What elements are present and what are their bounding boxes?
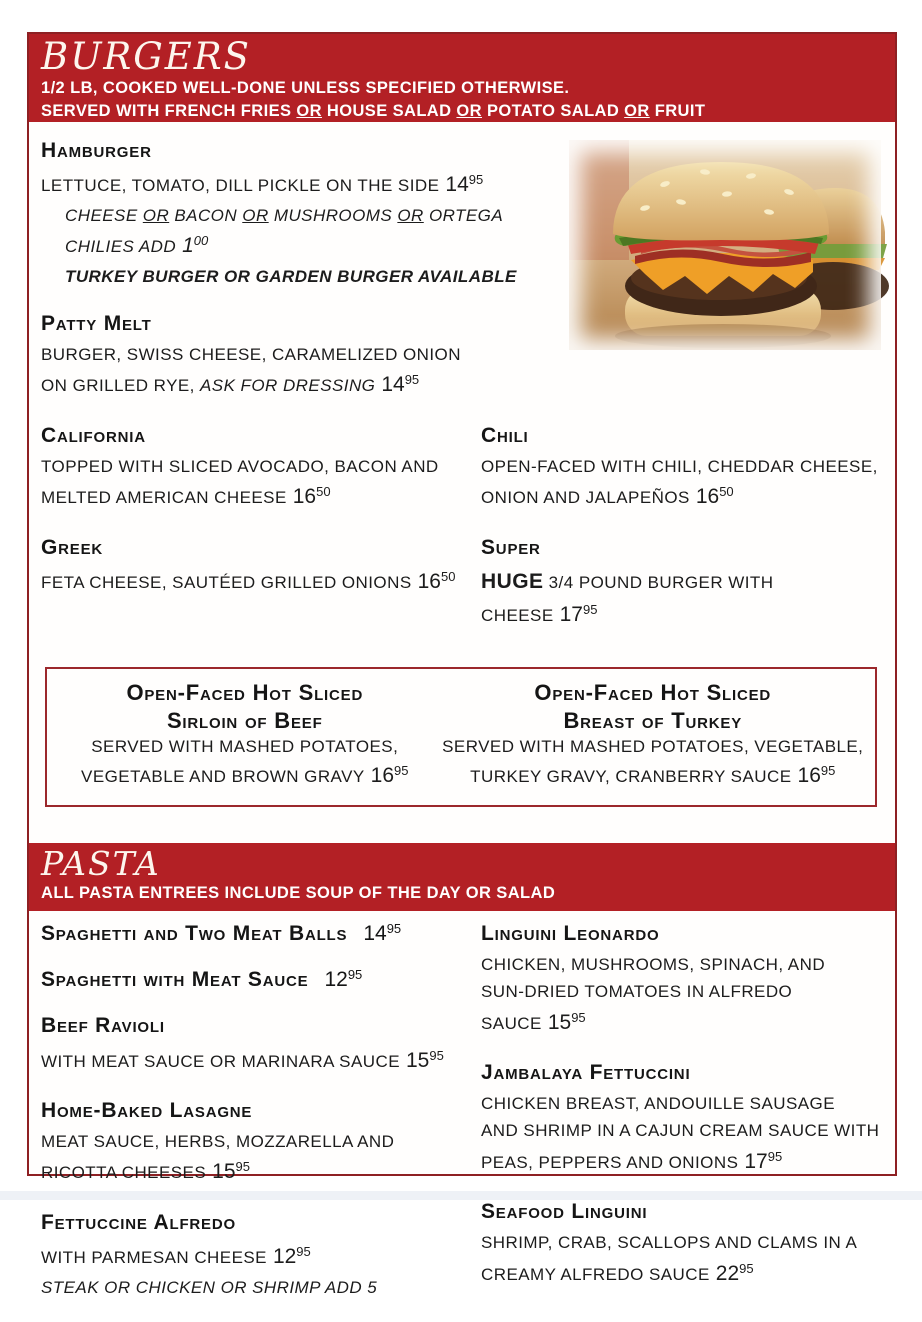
item-note-line: TURKEY BURGER OR GARDEN BURGER AVAILABLE [65, 266, 517, 286]
item-desc-line: CREAMY ALFREDO SAUCE $22^{95}$ [481, 1260, 754, 1285]
item-name-spaghetti-meatballs: Spaghetti and Two Meat Balls [41, 921, 348, 945]
menu-item-chili [481, 423, 881, 514]
burgers-section-header [29, 34, 895, 122]
menu-item-jambalaya-fettuccini [481, 1060, 881, 1178]
item-name-super: Super [481, 535, 541, 559]
menu-item-lasagne [41, 1098, 481, 1189]
open-faced-specials-box [45, 667, 877, 807]
item-desc-line: WITH PARMESAN CHEESE $12^{95}$ [41, 1244, 311, 1269]
burgers-section-body [29, 122, 895, 807]
item-addons-line: STEAK OR CHICKEN OR SHRIMP ADD 5 [41, 1277, 378, 1297]
item-desc-line: LETTUCE, TOMATO, DILL PICKLE ON THE SIDE $14^{95}$ [41, 172, 484, 197]
special-title-line: Open-Faced Hot Sliced [534, 680, 772, 706]
menu-item-linguini-leonardo [481, 921, 881, 1039]
item-name-greek: Greek [41, 535, 104, 559]
pasta-section-body [29, 911, 895, 1301]
item-desc-line: FETA CHEESE, SAUTÉED GRILLED ONIONS $16^{50}$ [41, 568, 456, 593]
special-desc-line: VEGETABLE AND BROWN GRAVY $16^{95}$ [81, 763, 409, 788]
special-title-line: Sirloin of Beef [166, 707, 323, 733]
item-name-spaghetti-meatsauce: Spaghetti with Meat Sauce [41, 968, 309, 992]
item-desc-line: CHICKEN, MUSHROOMS, SPINACH, AND [481, 955, 826, 975]
pasta-section-subtitle: ALL PASTA ENTREES INCLUDE SOUP OF THE DAY OR SALAD [41, 883, 556, 902]
item-desc-line: AND SHRIMP IN A CAJUN CREAM SAUCE WITH [481, 1121, 880, 1141]
menu-item-spaghetti-meatballs [41, 921, 481, 946]
menu-item-california [41, 423, 481, 514]
item-name-chili: Chili [481, 423, 529, 447]
item-desc-line: MEAT SAUCE, HERBS, MOZZARELLA AND [41, 1132, 395, 1152]
pasta-right-column [481, 921, 881, 1322]
item-name-with-price [41, 921, 481, 946]
item-name-california: California [41, 423, 146, 447]
burger-illustration [569, 140, 881, 350]
item-name-beef-ravioli: Beef Ravioli [41, 1014, 165, 1038]
pasta-columns [41, 921, 881, 1322]
item-addons-line: CHEESE OR BACON OR MUSHROOMS OR ORTEGA CHILIES ADD $1^{00}$ [65, 205, 503, 257]
item-desc-line: SHRIMP, CRAB, SCALLOPS AND CLAMS IN A [481, 1233, 858, 1253]
item-desc-line: HUGE 3/4 POUND BURGER WITH CHEESE $17^{95}$ [481, 569, 774, 627]
special-desc-line: SERVED WITH MASHED POTATOES, VEGETABLE, [442, 737, 864, 757]
scan-edge-artifact [0, 1191, 922, 1200]
menu-item-super [481, 535, 881, 632]
burgers-section-subtitle-2: SERVED WITH FRENCH FRIES OR HOUSE SALAD OR POTATO SALAD OR FRUIT [41, 101, 706, 120]
burgers-section-title: BURGERS [41, 35, 252, 78]
item-desc-line: BURGER, SWISS CHEESE, CARAMELIZED ONION [41, 344, 461, 364]
special-title-line: Breast of Turkey [563, 707, 743, 733]
menu-item-spaghetti-meatsauce [41, 967, 481, 992]
item-name-linguini-leonardo: Linguini Leonardo [481, 921, 660, 945]
pasta-section-header [29, 843, 895, 911]
item-desc-line: ONION AND JALAPEÑOS $16^{50}$ [481, 484, 734, 509]
item-desc-line: ON GRILLED RYE, ASK FOR DRESSING $14^{95}$ [41, 372, 420, 397]
special-sirloin-of-beef [53, 679, 437, 793]
item-desc-line: CHICKEN BREAST, ANDOUILLE SAUSAGE [481, 1094, 836, 1114]
menu-item-greek [41, 535, 481, 632]
item-desc-line: TOPPED WITH SLICED AVOCADO, BACON AND [41, 456, 439, 476]
special-title-line: Open-Faced Hot Sliced [126, 680, 364, 706]
item-desc-line: SUN-DRIED TOMATOES IN ALFREDO SAUCE $15^{95}$ [481, 982, 793, 1034]
item-price: $14^{95}$ [363, 920, 402, 945]
pasta-left-column [41, 921, 481, 1322]
item-desc-line: WITH MEAT SAUCE OR MARINARA SAUCE $15^{95}$ [41, 1047, 444, 1072]
special-desc-line: TURKEY GRAVY, CRANBERRY SAUCE $16^{95}$ [470, 763, 836, 788]
item-price: $12^{95}$ [324, 967, 363, 992]
item-name-jambalaya: Jambalaya Fettuccini [481, 1061, 691, 1085]
menu-item-fettuccine-alfredo [41, 1210, 481, 1301]
burgers-section-subtitle-1: 1/2 LB, COOKED WELL-DONE UNLESS SPECIFIED OTHERWISE. [41, 78, 570, 97]
item-name-fettuccine-alfredo: Fettuccine Alfredo [41, 1211, 236, 1235]
special-desc-line: SERVED WITH MASHED POTATOES, [91, 737, 399, 757]
menu-item-seafood-linguini [481, 1199, 881, 1290]
menu-page [27, 32, 897, 1297]
burgers-row-1 [41, 423, 881, 535]
item-desc-line: OPEN-FACED WITH CHILI, CHEDDAR CHEESE, [481, 456, 878, 476]
item-name-patty-melt: Patty Melt [41, 311, 152, 335]
item-desc-line: RICOTTA CHEESES $15^{95}$ [41, 1159, 250, 1184]
burgers-row-2 [41, 535, 881, 653]
special-breast-of-turkey [437, 679, 869, 793]
item-desc-line: PEAS, PEPPERS AND ONIONS $17^{95}$ [481, 1148, 783, 1173]
item-name-lasagne: Home-Baked Lasagne [41, 1099, 253, 1123]
pasta-section-title: PASTA [41, 843, 161, 883]
item-desc-line: MELTED AMERICAN CHEESE $16^{50}$ [41, 484, 331, 509]
bacon-cheeseburger-photo [569, 140, 881, 350]
item-name-with-price [41, 967, 481, 992]
menu-item-beef-ravioli [41, 1013, 481, 1077]
item-name-hamburger: Hamburger [41, 139, 152, 162]
item-name-seafood-linguini: Seafood Linguini [481, 1200, 648, 1224]
